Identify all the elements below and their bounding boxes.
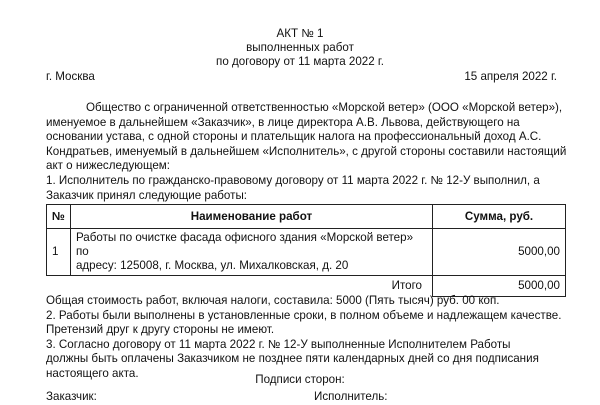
signatures-heading: Подписи сторон:	[255, 373, 345, 386]
row-number: 1	[47, 229, 71, 276]
date: 15 апреля 2022 г.	[464, 70, 557, 83]
place: г. Москва	[46, 70, 95, 83]
closing-line: Претензий друг к другу стороны не имеют.	[46, 323, 275, 337]
row-sum: 5000,00	[433, 229, 566, 276]
table-header-row	[47, 205, 566, 229]
total-value: 5000,00	[433, 276, 566, 297]
row-description-line: Работы по очистке фасада офисного здания «Морской ветер» по	[75, 231, 414, 258]
contractor-signature-label: Исполнитель:	[314, 390, 388, 403]
intro-line: Общество с ограниченной ответственностью «Морской ветер» (ООО «Морской ветер»),	[86, 101, 563, 114]
intro-line: Заказчик принял следующие работы:	[46, 188, 247, 202]
closing-line: должны быть оплачены Заказчиком не позднее пяти календарных дней со дня подписания	[46, 352, 539, 366]
closing-line: настоящего акта.	[46, 366, 139, 380]
customer-signature-label: Заказчик:	[46, 390, 97, 403]
header-sum: Сумма, руб.	[433, 205, 566, 229]
header-number: №	[47, 205, 71, 229]
closing-line: 2. Работы были выполнены в установленные сроки, в полном объеме и надлежащем качестве.	[46, 308, 562, 322]
intro-line: основании устава, с одной стороны и плательщик налога на профессиональный доход А.С.	[46, 130, 542, 144]
intro-paragraph	[46, 101, 566, 203]
header-work-name: Наименование работ	[70, 205, 432, 229]
closing-paragraph	[46, 294, 566, 382]
intro-line: именуемое в дальнейшем «Заказчик», в лице директора А.В. Львова, действующего на	[46, 115, 520, 129]
intro-line: 1. Исполнитель по гражданско-правовому договору от 11 марта 2022 г. № 12-У выполнил, а	[46, 173, 540, 187]
works-table	[46, 204, 566, 297]
closing-line: Общая стоимость работ, включая налоги, составила: 5000 (Пять тысяч) руб. 00 коп.	[46, 294, 500, 307]
act-subtitle: выполненных работ	[246, 41, 354, 54]
table-row	[47, 229, 566, 276]
intro-line: Кондратьев, именуемый в дальнейшем «Исполнитель», с другой стороны составили настоящий	[46, 144, 567, 158]
row-description	[70, 229, 432, 276]
contract-reference: по договору от 11 марта 2022 г.	[216, 55, 384, 68]
total-label: Итого	[391, 279, 422, 293]
intro-line: акт о нижеследующем:	[46, 159, 170, 173]
row-description-line: адресу: 125008, г. Москва, ул. Михалковская, д. 20	[75, 259, 349, 272]
closing-line: 3. Согласно договору от 11 марта 2022 г. № 12-У выполненные Исполнителем Работы	[46, 337, 511, 351]
act-title: АКТ № 1	[276, 27, 324, 40]
